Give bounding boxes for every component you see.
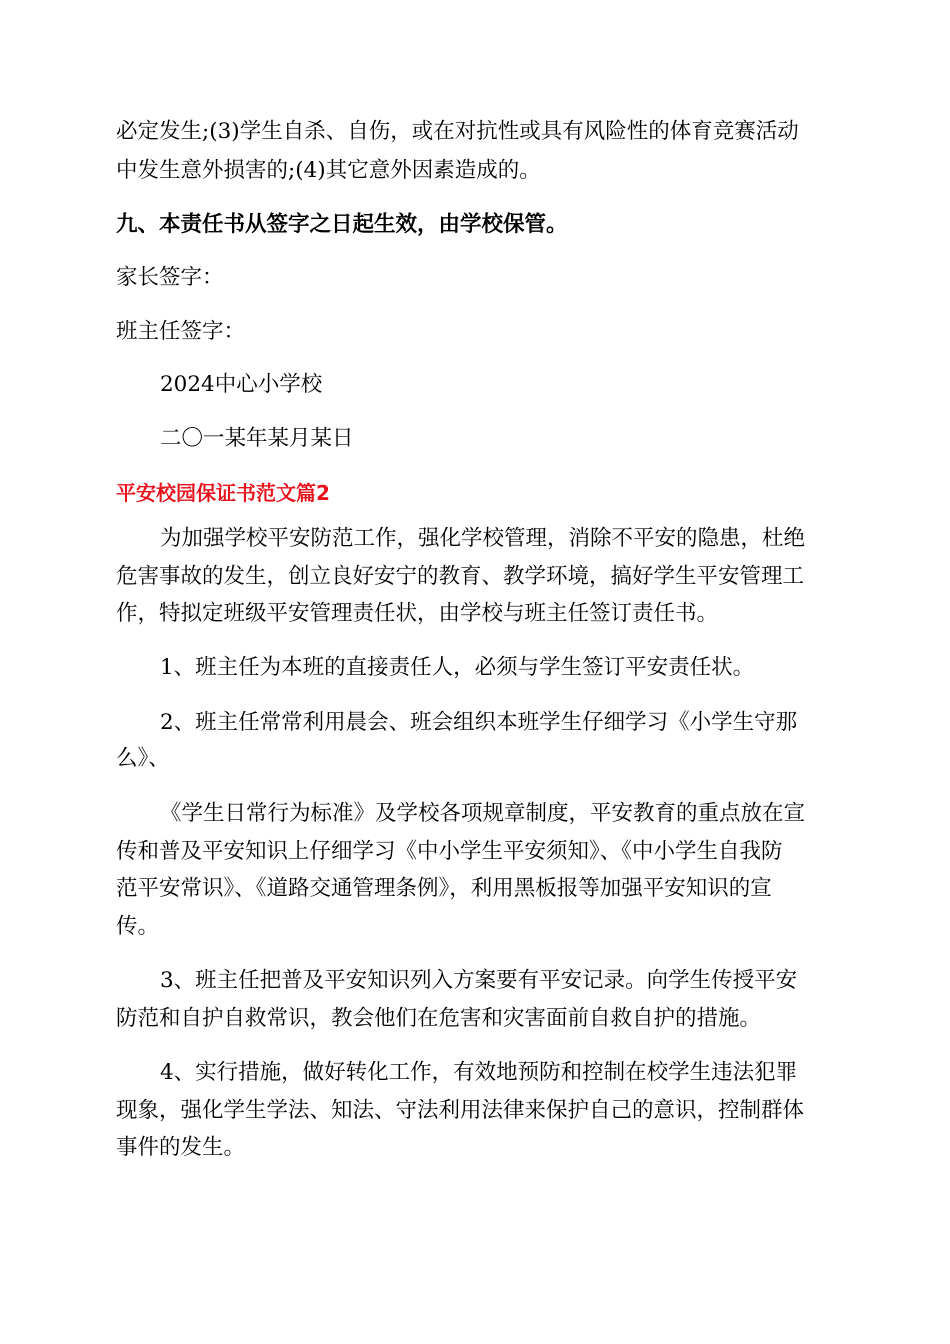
teacher-signature-label: 班主任签字： xyxy=(116,319,246,344)
body-text-line: 传。 xyxy=(116,914,160,939)
body-text-line: 必定发生;(3)学生自杀、自伤，或在对抗性或具有风险性的体育竞赛活动 xyxy=(116,119,799,144)
body-text-line: 危害事故的发生，创立良好安宁的教育、教学环境，搞好学生平安管理工 xyxy=(116,564,805,589)
body-text-line: 传和普及平安知识上仔细学习《中小学生平安须知》、《中小学生自我防 xyxy=(116,839,783,864)
body-text-line: 防范和自护自救常识，教会他们在危害和灾害面前自救自护的措施。 xyxy=(116,1006,762,1031)
body-text-line: 为加强学校平安防范工作，强化学校管理，消除不平安的隐患，杜绝 xyxy=(160,526,806,551)
body-text-line: 中发生意外损害的;(4)其它意外因素造成的。 xyxy=(116,158,541,183)
section-heading: 平安校园保证书范文篇2 xyxy=(116,481,330,505)
body-text-line: 现象，强化学生学法、知法、守法利用法律来保护自己的意识，控制群体 xyxy=(116,1098,805,1123)
parent-signature-label: 家长签字： xyxy=(116,265,224,290)
list-item-3: 3、班主任把普及平安知识列入方案要有平安记录。向学生传授平安 xyxy=(160,968,798,993)
body-text-line: 么》、 xyxy=(116,746,170,771)
clause-nine-heading: 九、本责任书从签字之日起生效，由学校保管。 xyxy=(116,212,568,237)
list-item-1: 1、班主任为本班的直接责任人，必须与学生签订平安责任状。 xyxy=(160,655,755,680)
list-item-2: 2、班主任常常利用晨会、班会组织本班学生仔细学习《小学生守那 xyxy=(160,710,798,735)
body-text-line: 《学生日常行为标准》及学校各项规章制度，平安教育的重点放在宣 xyxy=(160,801,806,826)
body-text-line: 作，特拟定班级平安管理责任状，由学校与班主任签订责任书。 xyxy=(116,601,719,626)
list-item-4: 4、实行措施，做好转化工作，有效地预防和控制在校学生违法犯罪 xyxy=(160,1060,798,1085)
body-text-line: 事件的发生。 xyxy=(116,1135,246,1160)
school-name: 2024中心小学校 xyxy=(160,372,323,397)
body-text-line: 范平安常识》、《道路交通管理条例》，利用黑板报等加强平安知识的宣 xyxy=(116,876,772,901)
date-line: 二〇一某年某月某日 xyxy=(160,426,354,451)
